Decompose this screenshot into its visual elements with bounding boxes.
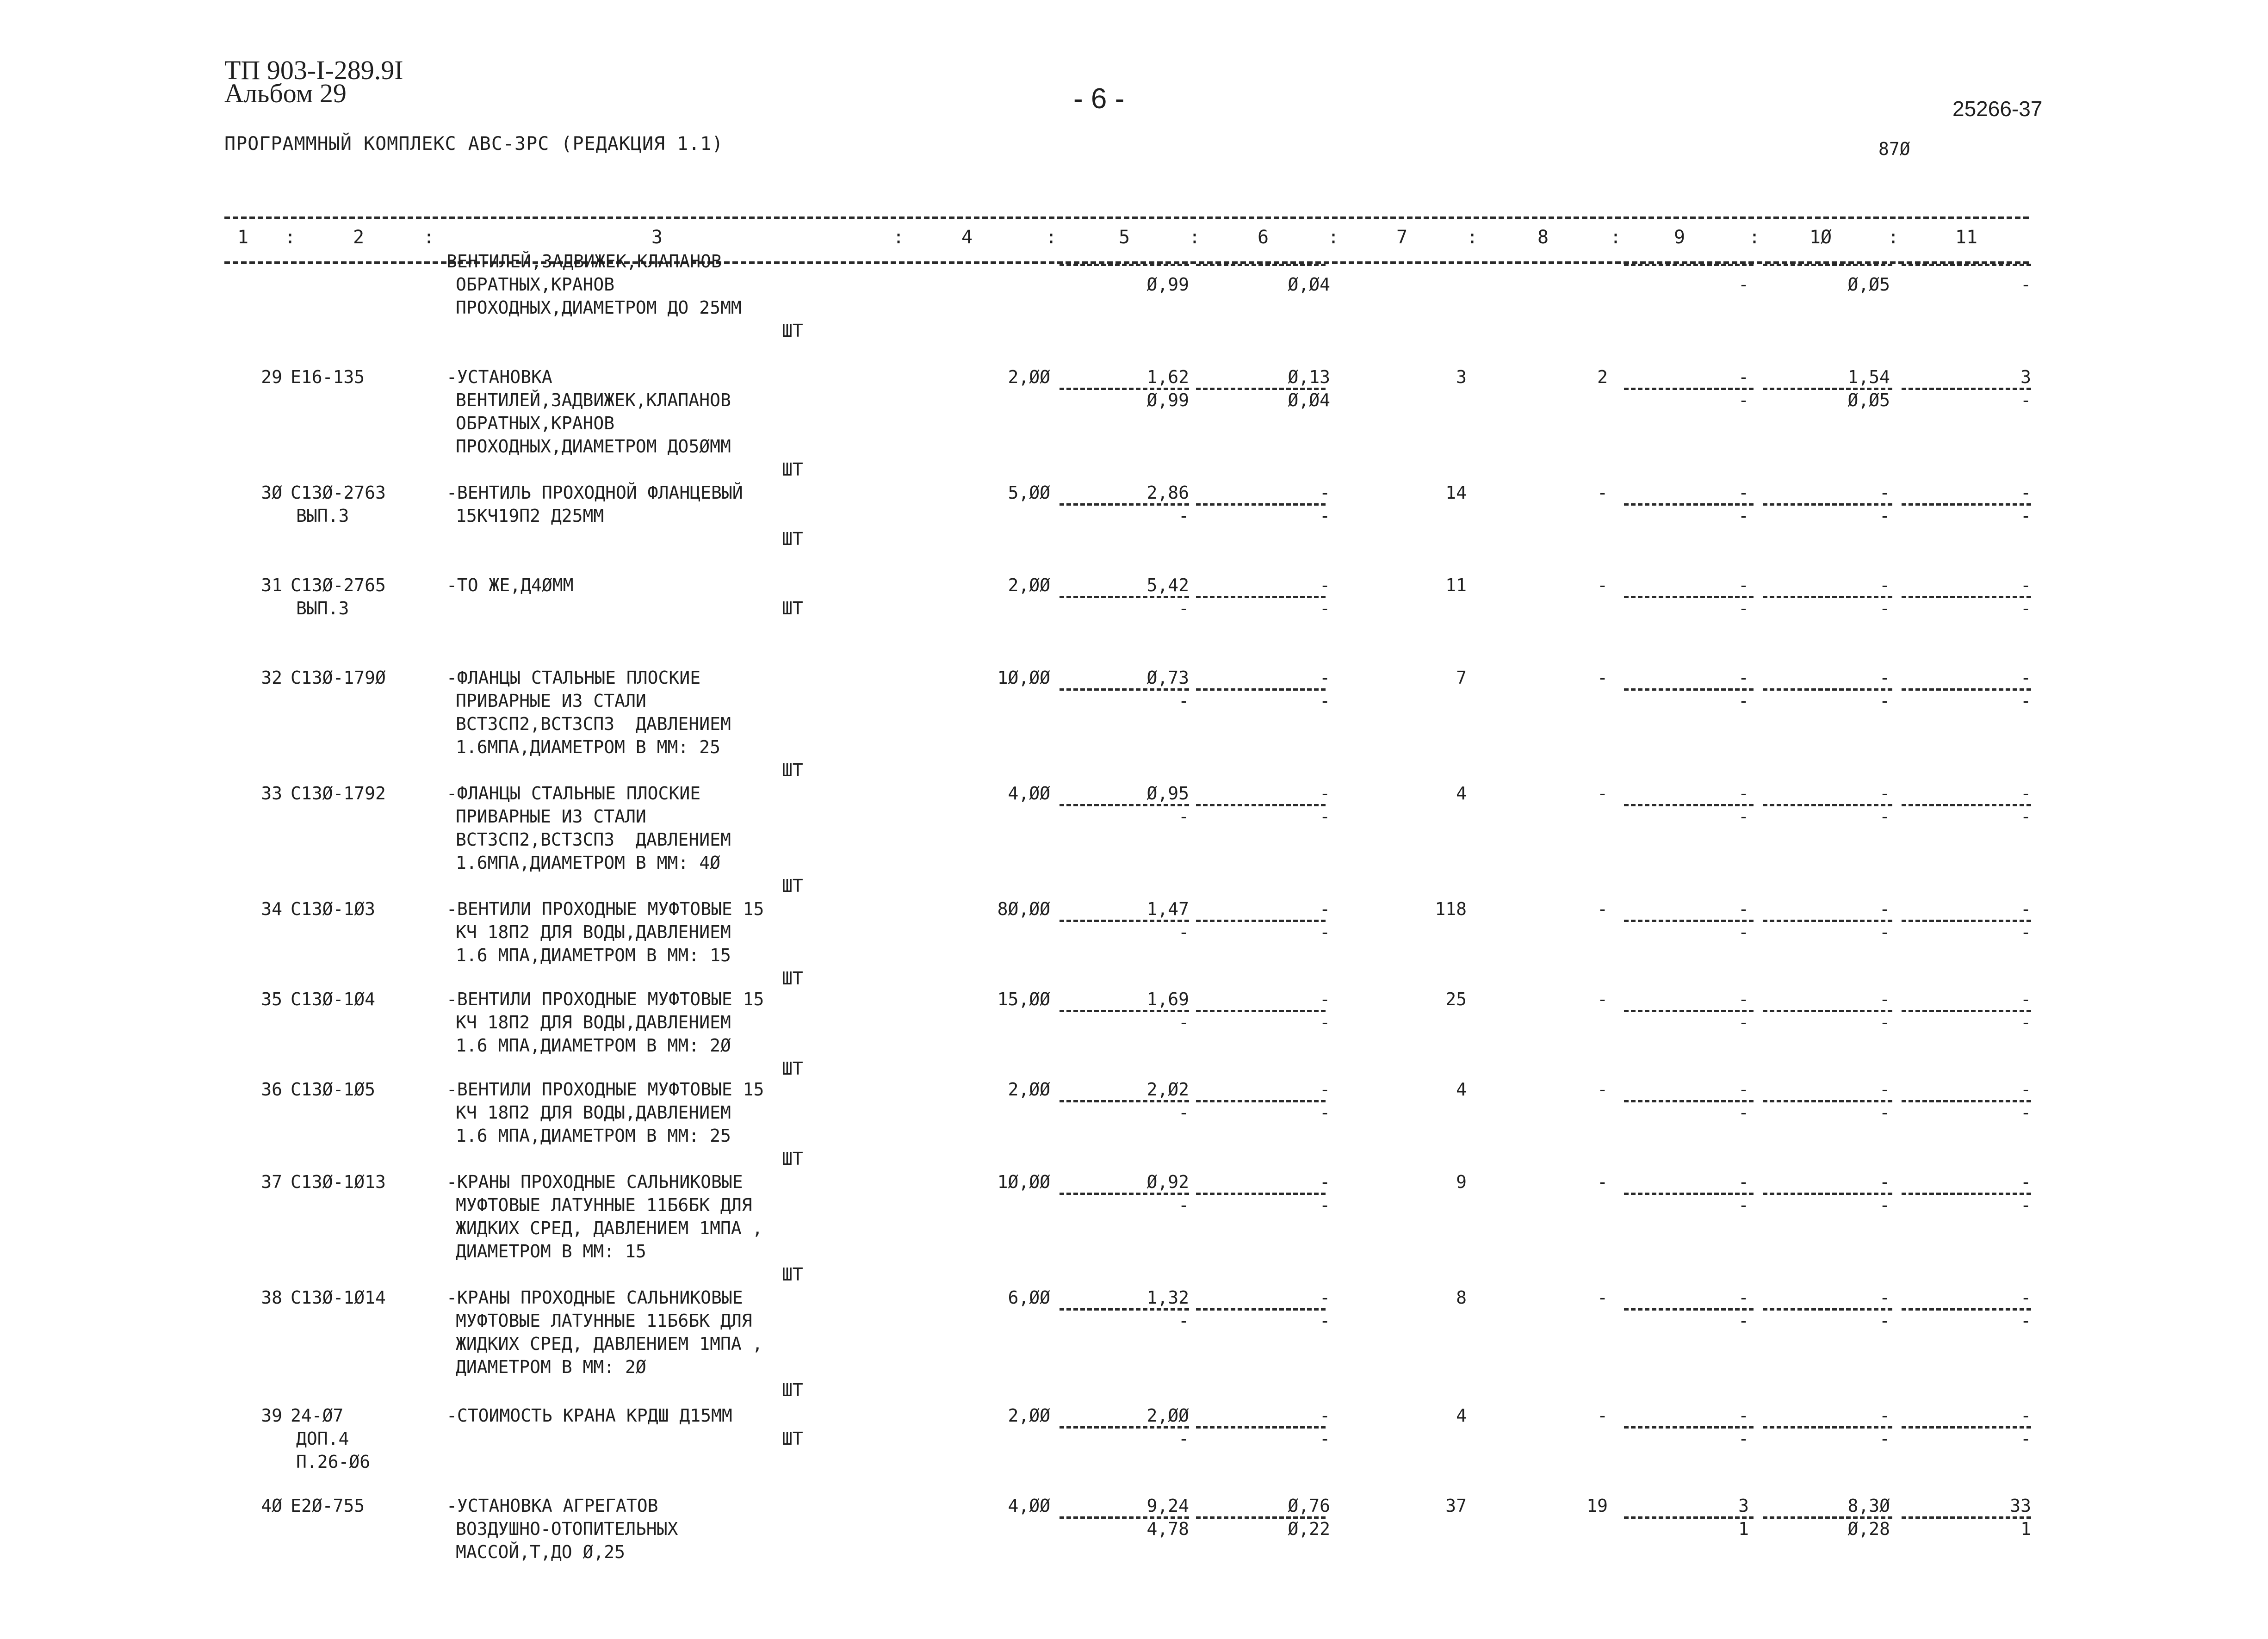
col9-value: - bbox=[1738, 1172, 1749, 1192]
unit-label: ШТ bbox=[782, 1149, 803, 1169]
col9-value-lower: - bbox=[1738, 1195, 1749, 1215]
col8-value: - bbox=[1597, 899, 1608, 919]
col6-value: - bbox=[1320, 1405, 1330, 1426]
row-number: 4Ø bbox=[261, 1496, 282, 1516]
work-description: -СТОИМОСТЬ КРАНА КРДШ Д15ММ bbox=[446, 1405, 732, 1426]
col5-value: Ø,92 bbox=[1146, 1172, 1189, 1192]
work-description: -ВЕНТИЛИ ПРОХОДНЫЕ МУФТОВЫЕ 15 bbox=[446, 899, 764, 919]
quantity: 2,ØØ bbox=[1008, 1405, 1050, 1426]
col8-value: - bbox=[1597, 575, 1608, 595]
unit-label: ШТ bbox=[782, 968, 803, 989]
col5-value-lower: - bbox=[1178, 1012, 1189, 1033]
column-header-7: 7 bbox=[1396, 227, 1408, 248]
col5-value: 2,ØØ bbox=[1146, 1405, 1189, 1426]
work-description: ВЕНТИЛЕЙ,ЗАДВИЖЕК,КЛАПАНОВ bbox=[446, 251, 722, 272]
work-description: ВЕНТИЛЕЙ,ЗАДВИЖЕК,КЛАПАНОВ bbox=[456, 390, 731, 410]
col6-value-lower: Ø,Ø4 bbox=[1288, 274, 1330, 295]
col6-value: - bbox=[1320, 668, 1330, 688]
work-description: КЧ 18П2 ДЛЯ ВОДЫ,ДАВЛЕНИЕМ bbox=[456, 922, 731, 942]
col10-value-lower: Ø,Ø5 bbox=[1847, 390, 1890, 410]
col9-value: - bbox=[1738, 899, 1749, 919]
col10-value-lower: - bbox=[1879, 1311, 1890, 1331]
col9-value-lower: 1 bbox=[1738, 1519, 1749, 1539]
col8-value: 2 bbox=[1597, 367, 1608, 387]
col7-value: 9 bbox=[1456, 1172, 1467, 1192]
row-number: 29 bbox=[261, 367, 282, 387]
norm-code: С13Ø-1Ø3 bbox=[291, 899, 376, 919]
col5-value-lower: 4,78 bbox=[1146, 1519, 1189, 1539]
norm-code: Е16-135 bbox=[291, 367, 365, 387]
column-header-9: 9 bbox=[1673, 227, 1686, 248]
quantity: 4,ØØ bbox=[1008, 783, 1050, 804]
row-number: 32 bbox=[261, 668, 282, 688]
col6-value: - bbox=[1320, 1079, 1330, 1100]
unit-label: ШТ bbox=[782, 1429, 803, 1449]
col6-value-lower: - bbox=[1320, 506, 1330, 526]
col11-value: - bbox=[2020, 899, 2031, 919]
unit-label: ШТ bbox=[782, 1058, 803, 1079]
col11-value: - bbox=[2020, 1079, 2031, 1100]
col5-value: 2,86 bbox=[1146, 482, 1189, 503]
col10-value: - bbox=[1879, 1079, 1890, 1100]
col11-value-lower: - bbox=[2020, 922, 2031, 942]
col5-value: 1,47 bbox=[1146, 899, 1189, 919]
column-header-10: 1Ø bbox=[1809, 227, 1832, 248]
col10-value-lower: - bbox=[1879, 1195, 1890, 1215]
norm-code: С13Ø-1Ø4 bbox=[291, 989, 376, 1009]
work-description: 1.6МПА,ДИАМЕТРОМ В ММ: 4Ø bbox=[456, 853, 720, 873]
col10-value-lower: Ø,28 bbox=[1847, 1519, 1890, 1539]
col11-value-lower: - bbox=[2020, 1429, 2031, 1449]
work-description: ДИАМЕТРОМ В ММ: 15 bbox=[456, 1241, 646, 1262]
col8-value: - bbox=[1597, 989, 1608, 1009]
col6-value-lower: - bbox=[1320, 1311, 1330, 1331]
col10-value-lower: - bbox=[1879, 691, 1890, 711]
cell-divider bbox=[1902, 264, 2031, 266]
col9-value: - bbox=[1738, 989, 1749, 1009]
col5-value: Ø,73 bbox=[1146, 668, 1189, 688]
col9-value-lower: - bbox=[1738, 922, 1749, 942]
col9-value-lower: - bbox=[1738, 598, 1749, 618]
col9-value-lower: - bbox=[1738, 1311, 1749, 1331]
col11-value-lower: - bbox=[2020, 1102, 2031, 1123]
col10-value: - bbox=[1879, 575, 1890, 595]
work-description: -КРАНЫ ПРОХОДНЫЕ САЛЬНИКОВЫЕ bbox=[446, 1172, 743, 1192]
col9-value: - bbox=[1738, 482, 1749, 503]
col8-value: 19 bbox=[1586, 1496, 1608, 1516]
col8-value: - bbox=[1597, 783, 1608, 804]
cell-divider bbox=[1060, 264, 1189, 266]
col10-value-lower: - bbox=[1879, 1012, 1890, 1033]
column-header-4: 4 bbox=[961, 227, 973, 248]
norm-code: С13Ø-2765 bbox=[291, 575, 386, 595]
norm-code: С13Ø-1Ø5 bbox=[291, 1079, 376, 1100]
column-header-2: 2 bbox=[353, 227, 365, 248]
col11-value-lower: - bbox=[2020, 1195, 2031, 1215]
program-subtitle: ПРОГРАММНЫЙ КОМПЛЕКС АВС-3РС (РЕДАКЦИЯ 1.1) bbox=[224, 133, 724, 155]
col5-value-lower: Ø,99 bbox=[1146, 274, 1189, 295]
col7-value: 118 bbox=[1435, 899, 1467, 919]
row-number: 3Ø bbox=[261, 482, 282, 503]
col6-value: Ø,13 bbox=[1288, 367, 1330, 387]
table-top-rule bbox=[224, 216, 2029, 219]
col10-value-lower: Ø,Ø5 bbox=[1847, 274, 1890, 295]
norm-code: С13Ø-2763 bbox=[291, 482, 386, 503]
col10-value: - bbox=[1879, 783, 1890, 804]
work-description: ПРИВАРНЫЕ ИЗ СТАЛИ bbox=[456, 806, 646, 827]
column-separator: : bbox=[1328, 227, 1339, 248]
col9-value-lower: - bbox=[1738, 691, 1749, 711]
col8-value: - bbox=[1597, 1079, 1608, 1100]
work-description: МУФТОВЫЕ ЛАТУННЫЕ 11Б6БК ДЛЯ bbox=[456, 1311, 752, 1331]
col10-value-lower: - bbox=[1879, 1102, 1890, 1123]
work-description: 1.6МПА,ДИАМЕТРОМ В ММ: 25 bbox=[456, 737, 720, 757]
row-number: 36 bbox=[261, 1079, 282, 1100]
col6-value-lower: - bbox=[1320, 922, 1330, 942]
work-description: КЧ 18П2 ДЛЯ ВОДЫ,ДАВЛЕНИЕМ bbox=[456, 1102, 731, 1123]
col10-value: 8,3Ø bbox=[1847, 1496, 1890, 1516]
col11-value: - bbox=[2020, 668, 2031, 688]
column-separator: : bbox=[1046, 227, 1057, 248]
norm-code: 24-Ø7 bbox=[291, 1405, 344, 1426]
row-number: 33 bbox=[261, 783, 282, 804]
col9-value: - bbox=[1738, 1079, 1749, 1100]
work-description: ЖИДКИХ СРЕД, ДАВЛЕНИЕМ 1МПА , bbox=[456, 1334, 763, 1354]
col11-value-lower: - bbox=[2020, 691, 2031, 711]
col10-value: - bbox=[1879, 1405, 1890, 1426]
col5-value-lower: - bbox=[1178, 691, 1189, 711]
document-code: 25266-37 bbox=[1952, 97, 2043, 121]
col5-value-lower: - bbox=[1178, 1102, 1189, 1123]
col6-value: - bbox=[1320, 1287, 1330, 1308]
column-header-6: 6 bbox=[1257, 227, 1269, 248]
col7-value: 25 bbox=[1445, 989, 1467, 1009]
quantity: 5,ØØ bbox=[1008, 482, 1050, 503]
norm-code: С13Ø-179Ø bbox=[291, 668, 386, 688]
work-description: ДИАМЕТРОМ В ММ: 2Ø bbox=[456, 1357, 646, 1377]
col11-value: 3 bbox=[2020, 367, 2031, 387]
col11-value: - bbox=[2020, 1172, 2031, 1192]
col5-value-lower: - bbox=[1178, 1429, 1189, 1449]
col10-value: - bbox=[1879, 1172, 1890, 1192]
col7-value: 11 bbox=[1445, 575, 1467, 595]
norm-code: С13Ø-1Ø14 bbox=[291, 1287, 386, 1308]
col5-value-lower: - bbox=[1178, 922, 1189, 942]
work-description: 1.6 МПА,ДИАМЕТРОМ В ММ: 2Ø bbox=[456, 1035, 731, 1056]
col11-value: - bbox=[2020, 989, 2031, 1009]
col5-value: 9,24 bbox=[1146, 1496, 1189, 1516]
col5-value: 1,62 bbox=[1146, 367, 1189, 387]
work-description: -ФЛАНЦЫ СТАЛЬНЫЕ ПЛОСКИЕ bbox=[446, 668, 701, 688]
column-header-3: 3 bbox=[651, 227, 663, 248]
col8-value: - bbox=[1597, 1287, 1608, 1308]
col6-value: - bbox=[1320, 899, 1330, 919]
quantity: 15,ØØ bbox=[997, 989, 1050, 1009]
col8-value: - bbox=[1597, 1172, 1608, 1192]
col11-value-lower: - bbox=[2020, 1012, 2031, 1033]
col6-value-lower: - bbox=[1320, 1012, 1330, 1033]
work-description: ВСТ3СП2,ВСТ3СП3 ДАВЛЕНИЕМ bbox=[456, 829, 731, 850]
col9-value-lower: - bbox=[1738, 506, 1749, 526]
quantity: 8Ø,ØØ bbox=[997, 899, 1050, 919]
work-description: -УСТАНОВКА bbox=[446, 367, 552, 387]
unit-label: ШТ bbox=[782, 1264, 803, 1285]
album-label: Альбом 29 bbox=[224, 78, 347, 108]
col11-value-lower: - bbox=[2020, 806, 2031, 827]
col10-value-lower: - bbox=[1879, 598, 1890, 618]
work-description: -КРАНЫ ПРОХОДНЫЕ САЛЬНИКОВЫЕ bbox=[446, 1287, 743, 1308]
cell-divider bbox=[1763, 264, 1892, 266]
col5-value-lower: - bbox=[1178, 806, 1189, 827]
work-description: 1.6 МПА,ДИАМЕТРОМ В ММ: 15 bbox=[456, 945, 731, 965]
col5-value-lower: - bbox=[1178, 1195, 1189, 1215]
col7-value: 4 bbox=[1456, 1079, 1467, 1100]
col7-value: 4 bbox=[1456, 783, 1467, 804]
col9-value: - bbox=[1738, 1405, 1749, 1426]
col5-value: Ø,95 bbox=[1146, 783, 1189, 804]
column-header-5: 5 bbox=[1118, 227, 1130, 248]
col5-value: 2,Ø2 bbox=[1146, 1079, 1189, 1100]
col6-value-lower: - bbox=[1320, 1102, 1330, 1123]
column-header-11: 11 bbox=[1955, 227, 1978, 248]
col11-value: - bbox=[2020, 1405, 2031, 1426]
col10-value-lower: - bbox=[1879, 922, 1890, 942]
column-separator: : bbox=[285, 227, 296, 248]
column-header-8: 8 bbox=[1537, 227, 1549, 248]
col5-value: 1,69 bbox=[1146, 989, 1189, 1009]
unit-label: ШТ bbox=[782, 529, 803, 549]
quantity: 1Ø,ØØ bbox=[997, 1172, 1050, 1192]
col9-value: - bbox=[1738, 1287, 1749, 1308]
col9-value-lower: - bbox=[1738, 806, 1749, 827]
col9-value-lower: - bbox=[1738, 1012, 1749, 1033]
unit-label: ШТ bbox=[782, 598, 803, 618]
col6-value-lower: - bbox=[1320, 691, 1330, 711]
col5-value-lower: Ø,99 bbox=[1146, 390, 1189, 410]
unit-label: ШТ bbox=[782, 760, 803, 780]
col9-value: - bbox=[1738, 668, 1749, 688]
col9-value-lower: - bbox=[1738, 390, 1749, 410]
col9-value: - bbox=[1738, 367, 1749, 387]
col7-value: 14 bbox=[1445, 482, 1467, 503]
col9-value: - bbox=[1738, 575, 1749, 595]
unit-label: ШТ bbox=[782, 459, 803, 480]
work-description: -ФЛАНЦЫ СТАЛЬНЫЕ ПЛОСКИЕ bbox=[446, 783, 701, 804]
col8-value: - bbox=[1597, 1405, 1608, 1426]
work-description: ПРИВАРНЫЕ ИЗ СТАЛИ bbox=[456, 691, 646, 711]
unit-label: ШТ bbox=[782, 321, 803, 341]
quantity: 1Ø,ØØ bbox=[997, 668, 1050, 688]
cell-divider bbox=[1624, 264, 1754, 266]
quantity: 6,ØØ bbox=[1008, 1287, 1050, 1308]
row-number: 31 bbox=[261, 575, 282, 595]
col11-value: - bbox=[2020, 482, 2031, 503]
row-number: 35 bbox=[261, 989, 282, 1009]
unit-label: ШТ bbox=[782, 1380, 803, 1400]
work-description: -ВЕНТИЛИ ПРОХОДНЫЕ МУФТОВЫЕ 15 bbox=[446, 989, 764, 1009]
unit-label: ШТ bbox=[782, 876, 803, 896]
col5-value-lower: - bbox=[1178, 506, 1189, 526]
work-description: КЧ 18П2 ДЛЯ ВОДЫ,ДАВЛЕНИЕМ bbox=[456, 1012, 731, 1033]
col6-value-lower: - bbox=[1320, 1195, 1330, 1215]
work-description: -ВЕНТИЛЬ ПРОХОДНОЙ ФЛАНЦЕВЫЙ bbox=[446, 482, 743, 503]
col10-value-lower: - bbox=[1879, 806, 1890, 827]
col11-value: - bbox=[2020, 783, 2031, 804]
work-description: 15КЧ19П2 Д25ММ bbox=[456, 506, 604, 526]
col10-value: - bbox=[1879, 482, 1890, 503]
work-description: -ТО ЖЕ,Д4ØММ bbox=[446, 575, 574, 595]
work-description: ВСТ3СП2,ВСТ3СП3 ДАВЛЕНИЕМ bbox=[456, 714, 731, 734]
col11-value-lower: - bbox=[2020, 506, 2031, 526]
quantity: 2,ØØ bbox=[1008, 367, 1050, 387]
col11-value-lower: - bbox=[2020, 390, 2031, 410]
col9-value-lower: - bbox=[1738, 1429, 1749, 1449]
col6-value: Ø,76 bbox=[1288, 1496, 1330, 1516]
page-number: - 6 - bbox=[1073, 83, 1125, 115]
work-description: ПРОХОДНЫХ,ДИАМЕТРОМ ДО5ØММ bbox=[456, 436, 731, 457]
col7-value: 7 bbox=[1456, 668, 1467, 688]
col11-value: 33 bbox=[2010, 1496, 2031, 1516]
work-description: 1.6 МПА,ДИАМЕТРОМ В ММ: 25 bbox=[456, 1126, 731, 1146]
col7-value: 3 bbox=[1456, 367, 1467, 387]
work-description: ЖИДКИХ СРЕД, ДАВЛЕНИЕМ 1МПА , bbox=[456, 1218, 763, 1238]
row-number: 37 bbox=[261, 1172, 282, 1192]
document-id: ТП 903-I-289.9I bbox=[224, 55, 403, 85]
col10-value: - bbox=[1879, 1287, 1890, 1308]
col11-value-lower: - bbox=[2020, 598, 2031, 618]
col10-value: - bbox=[1879, 899, 1890, 919]
col6-value: - bbox=[1320, 482, 1330, 503]
column-separator: : bbox=[1189, 227, 1201, 248]
row-number: 38 bbox=[261, 1287, 282, 1308]
row-number: 34 bbox=[261, 899, 282, 919]
col10-value-lower: - bbox=[1879, 1429, 1890, 1449]
column-separator: : bbox=[1467, 227, 1478, 248]
col6-value-lower: - bbox=[1320, 1429, 1330, 1449]
norm-code: ВЫП.3 bbox=[296, 506, 349, 526]
col10-value: - bbox=[1879, 989, 1890, 1009]
work-description: ВОЗДУШНО-ОТОПИТЕЛЬНЫХ bbox=[456, 1519, 678, 1539]
col11-value-lower: - bbox=[2020, 1311, 2031, 1331]
col5-value-lower: - bbox=[1178, 598, 1189, 618]
col10-value: - bbox=[1879, 668, 1890, 688]
column-separator: : bbox=[893, 227, 905, 248]
work-description: МАССОЙ,Т,ДО Ø,25 bbox=[456, 1542, 626, 1562]
col10-value-lower: - bbox=[1879, 506, 1890, 526]
work-description: ОБРАТНЫХ,КРАНОВ bbox=[456, 413, 615, 433]
column-separator: : bbox=[423, 227, 435, 248]
norm-code: ДОП.4 bbox=[296, 1429, 349, 1449]
quantity: 2,ØØ bbox=[1008, 575, 1050, 595]
norm-code: П.26-Ø6 bbox=[296, 1452, 371, 1472]
col11-value-lower: 1 bbox=[2020, 1519, 2031, 1539]
column-separator: : bbox=[1610, 227, 1622, 248]
col5-value-lower: - bbox=[1178, 1311, 1189, 1331]
col6-value: - bbox=[1320, 989, 1330, 1009]
col8-value: - bbox=[1597, 482, 1608, 503]
col9-value-lower: - bbox=[1738, 274, 1749, 295]
quantity: 4,ØØ bbox=[1008, 1496, 1050, 1516]
col11-value-lower: - bbox=[2020, 274, 2031, 295]
work-description: -УСТАНОВКА АГРЕГАТОВ bbox=[446, 1496, 658, 1516]
work-description: ОБРАТНЫХ,КРАНОВ bbox=[456, 274, 615, 295]
col6-value: - bbox=[1320, 1172, 1330, 1192]
col6-value-lower: - bbox=[1320, 598, 1330, 618]
row-number: 39 bbox=[261, 1405, 282, 1426]
col7-value: 8 bbox=[1456, 1287, 1467, 1308]
quantity: 2,ØØ bbox=[1008, 1079, 1050, 1100]
col6-value-lower: Ø,Ø4 bbox=[1288, 390, 1330, 410]
col6-value: - bbox=[1320, 783, 1330, 804]
norm-code: Е2Ø-755 bbox=[291, 1496, 365, 1516]
cell-divider bbox=[1196, 264, 1326, 266]
col7-value: 37 bbox=[1445, 1496, 1467, 1516]
col5-value: 1,32 bbox=[1146, 1287, 1189, 1308]
col6-value: - bbox=[1320, 575, 1330, 595]
col9-value-lower: - bbox=[1738, 1102, 1749, 1123]
col11-value: - bbox=[2020, 1287, 2031, 1308]
work-description: -ВЕНТИЛИ ПРОХОДНЫЕ МУФТОВЫЕ 15 bbox=[446, 1079, 764, 1100]
col9-value: 3 bbox=[1738, 1496, 1749, 1516]
col6-value-lower: - bbox=[1320, 806, 1330, 827]
col7-value: 4 bbox=[1456, 1405, 1467, 1426]
col8-value: - bbox=[1597, 668, 1608, 688]
sheet-number: 87Ø bbox=[1878, 139, 1910, 159]
col10-value: 1,54 bbox=[1847, 367, 1890, 387]
work-description: ПРОХОДНЫХ,ДИАМЕТРОМ ДО 25ММ bbox=[456, 297, 742, 318]
norm-code: С13Ø-1792 bbox=[291, 783, 386, 804]
norm-code: ВЫП.3 bbox=[296, 598, 349, 618]
work-description: МУФТОВЫЕ ЛАТУННЫЕ 11Б6БК ДЛЯ bbox=[456, 1195, 752, 1215]
col5-value: 5,42 bbox=[1146, 575, 1189, 595]
col9-value: - bbox=[1738, 783, 1749, 804]
norm-code: С13Ø-1Ø13 bbox=[291, 1172, 386, 1192]
column-separator: : bbox=[1749, 227, 1760, 248]
col11-value: - bbox=[2020, 575, 2031, 595]
column-separator: : bbox=[1888, 227, 1899, 248]
column-header-1: 1 bbox=[237, 227, 249, 248]
col6-value-lower: Ø,22 bbox=[1288, 1519, 1330, 1539]
